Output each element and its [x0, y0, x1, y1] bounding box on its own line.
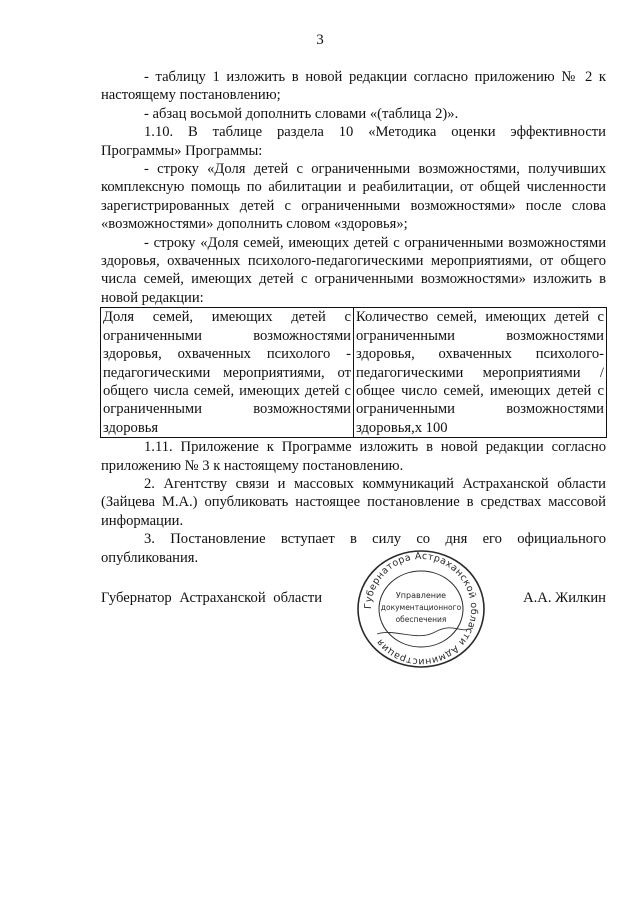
official-seal [355, 548, 487, 670]
seal-line-2: документационного [380, 603, 462, 612]
edition-table [100, 307, 607, 438]
signature-position: Губернатор Астраханской области [101, 590, 323, 606]
paragraph-7: 2. Агентству связи и массовых коммуникаций Астраханской области (Зайцева М.А.) опубликовать настоящее постановление в средствах массовой информации. [101, 475, 606, 529]
table-cell-formula: Количество семей, имеющих детей с ограниченными возможностями здоровья, охваченных психолого-педагогическими мероприятиями / общее число семей, имеющих детей с ограниченными возможностями здоровья,х 100 [354, 308, 607, 438]
table-row [101, 308, 607, 438]
paragraph-8: 3. Постановление вступает в силу со дня его официального опубликования. [101, 531, 606, 566]
paragraph-6: 1.11. Приложение к Программе изложить в новой редакции согласно приложению № 3 к настоящему постановлению. [101, 439, 606, 474]
table-cell-indicator: Доля семей, имеющих детей с ограниченными возможностями здоровья, охваченных психолого - педагогическими мероприятиями, от общего числа семей, имеющих детей с ограниченными возможностями здоровья [101, 308, 354, 438]
paragraph-5: - строку «Доля семей, имеющих детей с ограниченными возможностями здоровья, охваченных психолого-педагогическими мероприятиями, от общего числа семей, имеющих детей с ограниченными возможностями» изложить в новой редакции: [101, 234, 606, 306]
paragraph-1: - таблицу 1 изложить в новой редакции согласно приложению № 2 к настоящему постановлению; [101, 69, 606, 104]
paragraph-2: - абзац восьмой дополнить словами «(таблица 2)». [144, 105, 459, 122]
signature-row [101, 590, 606, 612]
paragraph-4: - строку «Доля детей с ограниченными возможностями, получивших комплексную помощь по абилитации и реабилитации, от общей численности зарегистрированных детей с ограниченными возможностями» после слова «возможностями» дополнить словом «здоровья»; [101, 161, 606, 233]
seal-line-3: обеспечения [395, 615, 447, 624]
signature-name: А.А. Жилкин [523, 590, 606, 606]
signature-scribble [377, 628, 473, 636]
page-number: 3 [316, 32, 324, 48]
document-body [101, 68, 606, 567]
paragraph-3: 1.10. В таблице раздела 10 «Методика оценки эффективности Программы» Программы: [101, 124, 606, 159]
seal-ring-text: Губернатора Астраханской области Администрация [362, 550, 480, 668]
seal-line-1: Управление [395, 591, 447, 600]
